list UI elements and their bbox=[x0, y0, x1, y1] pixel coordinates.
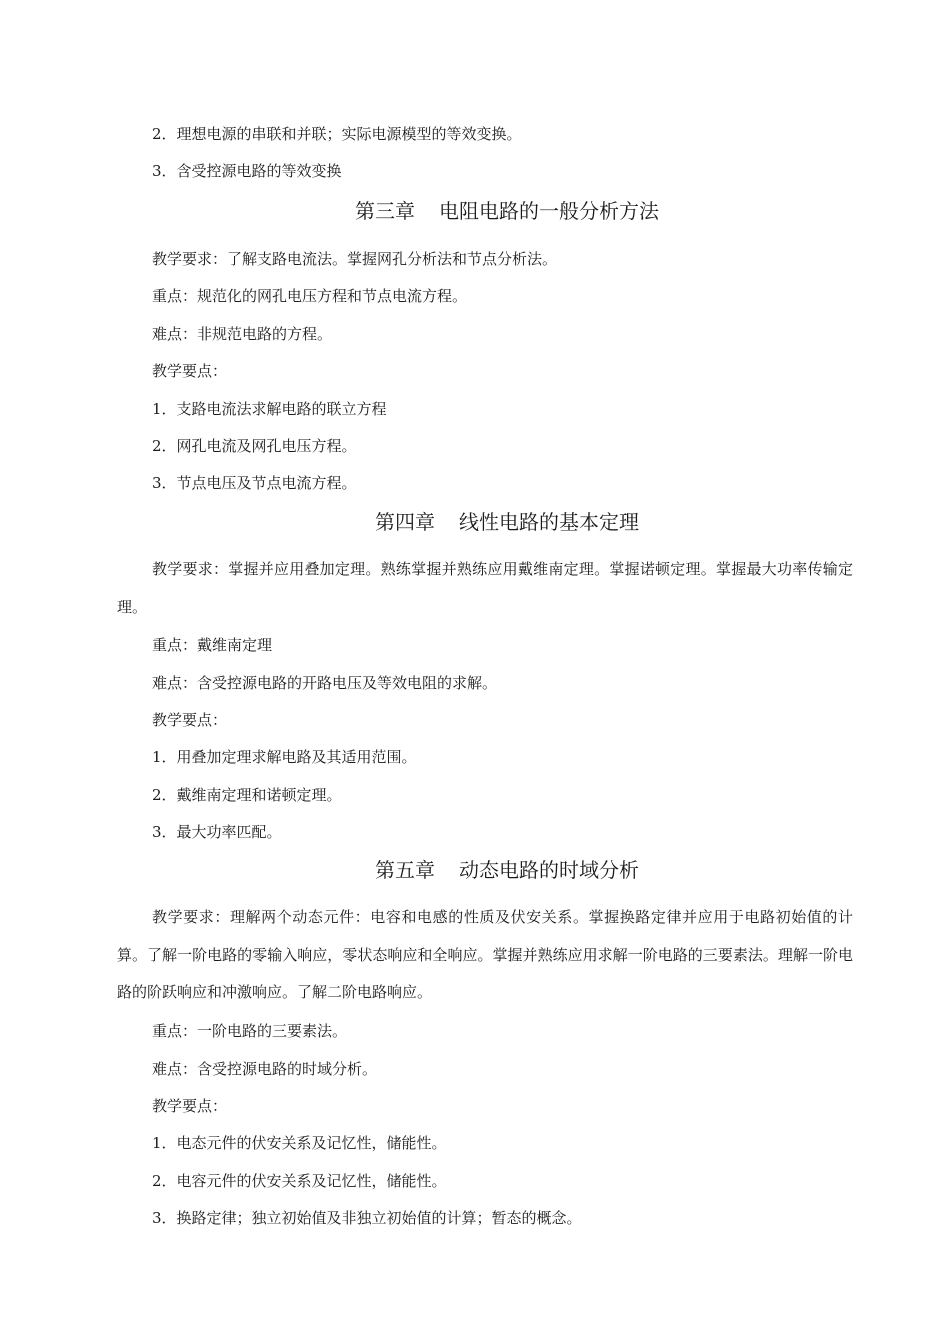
chapter-title: 电阻电路的一般分析方法 bbox=[439, 199, 659, 223]
difficulty: 难点：含受控源电路的时域分析。 bbox=[152, 1060, 378, 1078]
teaching-requirement: 教学要求：掌握并应用叠加定理。熟练掌握并熟练应用戴维南定理。掌握诺顿定理。掌握最大功率传输定理。 bbox=[117, 560, 853, 616]
chapter-number: 第四章 bbox=[375, 510, 435, 534]
list-item: 1．电态元件的伏安关系及记忆性，储能性。 bbox=[152, 1134, 447, 1152]
list-item: 1．支路电流法求解电路的联立方程 bbox=[152, 400, 387, 418]
chapter-4-heading bbox=[117, 509, 897, 535]
chapter-5-heading bbox=[117, 857, 897, 883]
list-item: 1．用叠加定理求解电路及其适用范围。 bbox=[152, 748, 417, 766]
difficulty: 难点：含受控源电路的开路电压及等效电阻的求解。 bbox=[152, 674, 498, 692]
list-item: 3．换路定律；独立初始值及非独立初始值的计算；暂态的概念。 bbox=[152, 1209, 582, 1227]
list-item: 2．戴维南定理和诺顿定理。 bbox=[152, 786, 342, 804]
teaching-points-label: 教学要点： bbox=[152, 362, 228, 380]
teaching-requirement: 教学要求：理解两个动态元件：电容和电感的性质及伏安关系。掌握换路定律并应用于电路初始值的计算。了解一阶电路的零输入响应，零状态响应和全响应。掌握并熟练应用求解一阶电路的三要素法。理解一阶电路的阶跃响应和冲激响应。了解二阶电路响应。 bbox=[117, 908, 853, 1002]
chapter-3-heading bbox=[117, 198, 897, 224]
teaching-points-label: 教学要点： bbox=[152, 711, 228, 729]
list-item: 2．网孔电流及网孔电压方程。 bbox=[152, 437, 357, 455]
key-point: 重点：戴维南定理 bbox=[152, 636, 273, 654]
chapter-title: 线性电路的基本定理 bbox=[459, 510, 639, 534]
difficulty: 难点：非规范电路的方程。 bbox=[152, 325, 333, 343]
key-point: 重点：一阶电路的三要素法。 bbox=[152, 1022, 348, 1040]
list-item: 3．最大功率匹配。 bbox=[152, 823, 282, 841]
chapter-number: 第三章 bbox=[355, 199, 415, 223]
chapter-number: 第五章 bbox=[375, 858, 435, 882]
chapter-title: 动态电路的时域分析 bbox=[459, 858, 639, 882]
key-point: 重点：规范化的网孔电压方程和节点电流方程。 bbox=[152, 287, 468, 305]
list-item: 2．电容元件的伏安关系及记忆性，储能性。 bbox=[152, 1172, 447, 1190]
teaching-requirement: 教学要求：了解支路电流法。掌握网孔分析法和节点分析法。 bbox=[152, 250, 558, 268]
teaching-points-label: 教学要点： bbox=[152, 1097, 228, 1115]
list-item: 3．节点电压及节点电流方程。 bbox=[152, 474, 357, 492]
list-item: 2．理想电源的串联和并联；实际电源模型的等效变换。 bbox=[152, 125, 522, 143]
list-item: 3．含受控源电路的等效变换 bbox=[152, 162, 342, 180]
